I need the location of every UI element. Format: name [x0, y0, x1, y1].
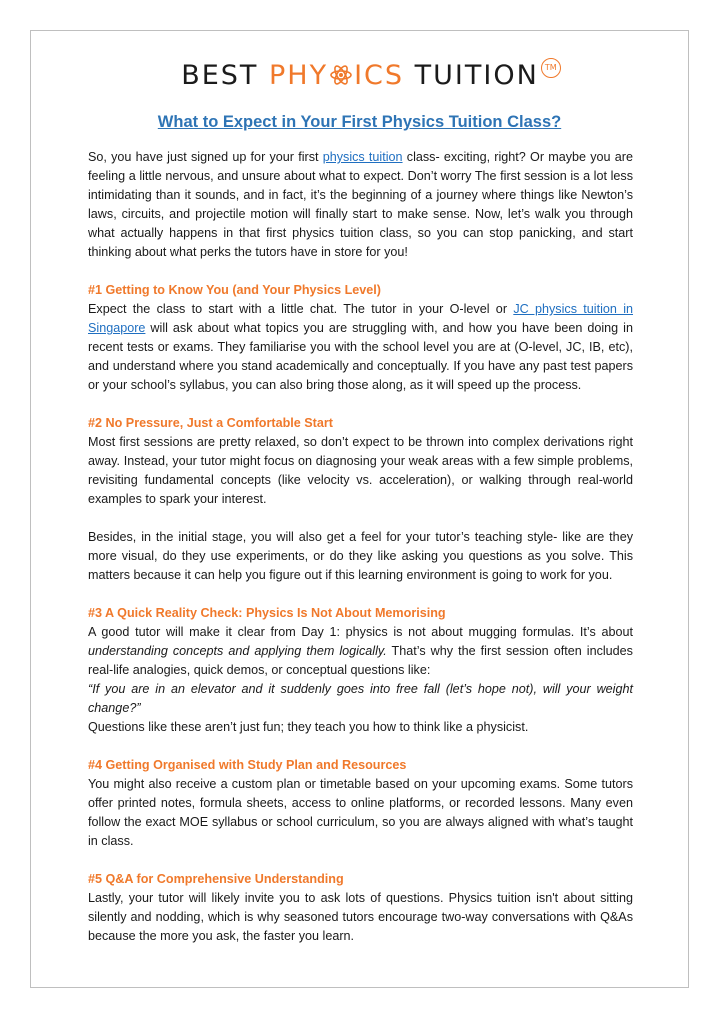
- intro-paragraph: So, you have just signed up for your first physics tuition class- exciting, right? Or maybe you are feeling a little nervous, and unsure about what to expect. Don’t worry The first session is a lot less intimidating than it sounds, and in fact, it’s the beginning of a journey where things like Newton’s laws, circuits, and projectile motion will finally start to make sense. Now, let’s walk you through what actually happens in that first physics tuition class, so you can stop panicking, and start thinking about what perks the tutors have in store for you!: [88, 150, 633, 259]
- section-5-paragraph: Lastly, your tutor will likely invite you to ask lots of questions. Physics tuition isn't about sitting silently and nodding, which is why seasoned tutors encourage two-way conversations with Q&As because the more you ask, the faster you learn.: [88, 891, 633, 943]
- section-5-heading: #5 Q&A for Comprehensive Understanding: [88, 872, 344, 886]
- section-3-paragraph: A good tutor will make it clear from Day 1: physics is not about mugging formulas. It’s about understanding concepts and applying them logically. That’s why the first session often includes real-life analogies, quick demos, or conceptual questions like:: [88, 625, 633, 677]
- page-title: What to Expect in Your First Physics Tuition Class?: [157, 113, 562, 131]
- section-2-heading: #2 No Pressure, Just a Comfortable Start: [88, 416, 333, 430]
- jc-physics-tuition-link[interactable]: JC physics tuition in Singapore: [88, 302, 633, 335]
- section-4-paragraph: You might also receive a custom plan or timetable based on your upcoming exams. Some tutors offer printed notes, formula sheets, access to online platforms, or recorded lessons. Many even follow the exact MOE syllabus or school curriculum, so you are always aligned with what’s taught in class.: [88, 777, 633, 848]
- section-2-paragraph-1: Most first sessions are pretty relaxed, so don’t expect to be thrown into complex derivations right away. Instead, your tutor might focus on diagnosing your weak areas with a few simple problems, revisiting fundamental concepts (like velocity vs. acceleration), or walking through real-world examples to spark your interest.: [88, 435, 633, 506]
- emphasis-text: understanding concepts and applying them logically.: [88, 644, 387, 658]
- section-1-paragraph: Expect the class to start with a little chat. The tutor in your O-level or JC physics tuition in Singapore will ask about what topics you are struggling with, and how you have been doing in recent tests or exams. They familiarise you with the school level you are at (O-level, JC, IB, etc), and understand where you stand academically and conceptually. If you have any past test papers or your school’s syllabus, you can also bring those along, as it will speed up the process.: [88, 302, 633, 392]
- logo-word-phy: PHY: [269, 60, 329, 91]
- logo-word-best: BEST: [181, 60, 259, 91]
- brand-logo: [141, 53, 601, 97]
- logo-word-tuition: TUITION: [414, 60, 539, 91]
- document-page: [30, 30, 689, 988]
- trademark-badge: TM: [541, 58, 561, 78]
- physics-tuition-link[interactable]: physics tuition: [322, 150, 403, 164]
- section-2-paragraph-2: Besides, in the initial stage, you will also get a feel for your tutor’s teaching style- like are they more visual, do they use experiments, or do they like asking you questions as you solve. This matters because it can help you figure out if this learning environment is going to work for you.: [88, 530, 633, 582]
- section-3-closing: Questions like these aren’t just fun; they teach you how to think like a physicist.: [88, 720, 529, 734]
- section-3-quote: “If you are in an elevator and it suddenly goes into free fall (let’s hope not), will your weight change?”: [88, 682, 633, 715]
- section-3-heading: #3 A Quick Reality Check: Physics Is Not About Memorising: [88, 606, 446, 620]
- article-body: [88, 148, 633, 946]
- section-1-heading: #1 Getting to Know You (and Your Physics Level): [88, 283, 381, 297]
- logo-word-ics: ICS: [354, 60, 405, 91]
- section-4-heading: #4 Getting Organised with Study Plan and Resources: [88, 758, 407, 772]
- atom-icon: [329, 63, 353, 92]
